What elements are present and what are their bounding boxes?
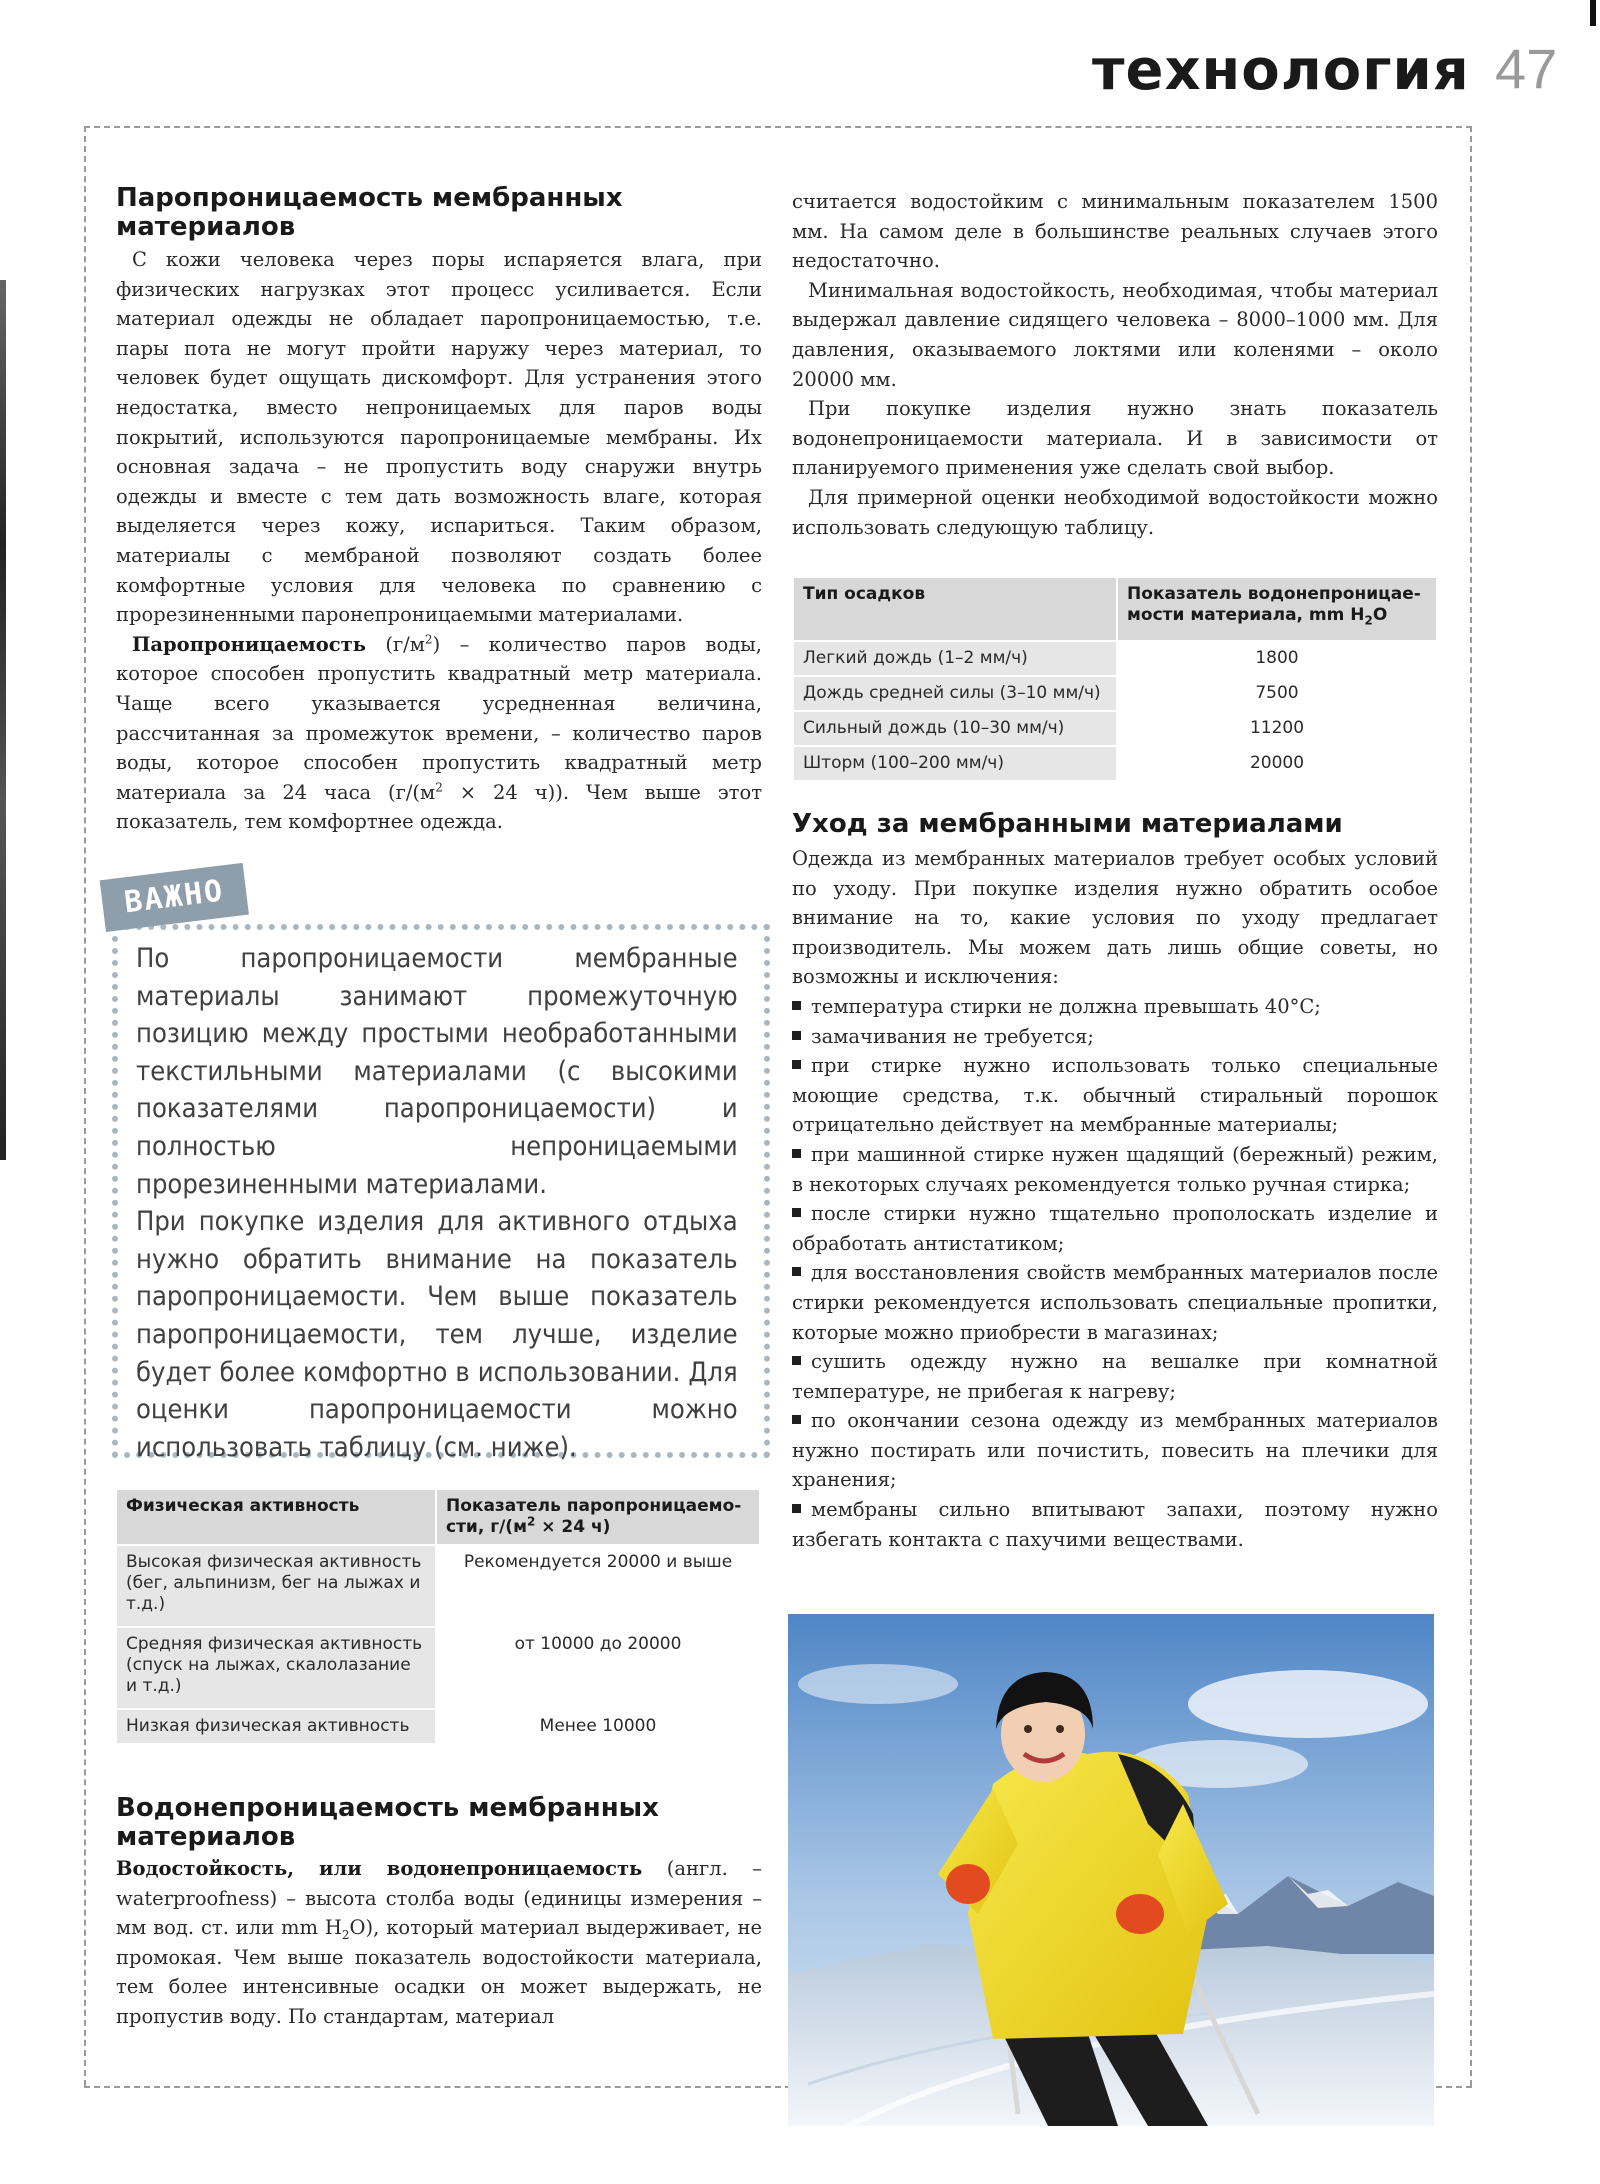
bullet-icon [792,1267,801,1276]
important-paragraph-1: По паропроницаемости мембранные материалы занимают промежуточную позицию между простыми необработанными текстильными материалами (с высокими показателями паропроницаемости) и полностью непроницаемыми прорезиненными материалами. [136,943,738,1200]
table-cell: Рекомендуется 20000 и выше [437,1546,759,1626]
water-heading: Водонепроницаемость мембранных материалов [116,1793,659,1852]
table-row [117,1628,759,1708]
care-heading: Уход за мембранными материалами [792,809,1343,839]
skier-photo [788,1614,1434,2126]
list-item: при стирке нужно использовать только специальные моющие средства, т.к. обычный стиральный порошок отрицательно действует на мембранные материалы; [792,1054,1438,1137]
glove-left [946,1864,990,1904]
table-cell: 1800 [1118,642,1436,675]
frame-border-right [1470,126,1472,2086]
important-tag: ВАЖНО [100,863,249,932]
table-row [794,747,1436,780]
list-item: температура стирки не должна превышать 40°С; [792,992,1438,1022]
care-body [792,844,1438,1554]
table-row [117,1710,759,1743]
important-paragraph-2: При покупке изделия для активного отдыха нужно обратить внимание на показатель паропроницаемости. Чем выше показатель паропроницаемости, тем лучше, изделие будет более комфортно в использовании. Для оценки паропроницаемости можно использовать таблицу (см. ниже). [136,1206,738,1463]
list-item: после стирки нужно тщательно прополоскать изделие и обработать антистатиком; [792,1202,1438,1255]
list-item: при машинной стирке нужен щадящий (бережный) режим, в некоторых случаях рекомендуется только ручная стирка; [792,1142,1438,1196]
frame-border-top [84,126,1472,128]
water-body-left [116,1854,762,2032]
table-cell: Менее 10000 [437,1710,759,1743]
water-body-right [792,187,1438,542]
binding-edge [0,280,6,1160]
table-row [794,642,1436,675]
vapor-paragraph-2: Паропроницаемость $(г/м^2)$ – количество паров воды, которое способен пропустить квадратный метр материала. Чаще всего указывается усредненная величина, рассчитанная за промежуток времени, – количество паров воды, которое способен пропустить квадратный метр материала за 24 часа ($г/(м^2 \times 24$ ч)). Чем выше этот показатель, тем комфортнее одежда. [116,632,763,834]
bullet-icon [792,1504,801,1513]
bullet-icon [792,1356,801,1365]
table-cell: Низкая физическая активность [117,1710,435,1743]
table-cell: Сильный дождь (10–30 мм/ч) [794,712,1116,745]
table-header-row [117,1490,759,1544]
bullet-icon [792,1001,801,1010]
table-cell: от 10000 до 20000 [437,1628,759,1708]
glove-right [1116,1894,1164,1934]
bullet-icon [792,1149,801,1158]
crop-mark [1590,0,1596,26]
table-cell: Легкий дождь (1–2 мм/ч) [794,642,1116,675]
page-number: 47 [1495,37,1558,100]
table-header-cell: Физическая активность [117,1490,435,1544]
table-cell: Высокая физическая активность (бег, альпинизм, бег на лыжах и т.д.) [117,1546,435,1626]
vapor-paragraph-1: С кожи человека через поры испаряется влага, при физических нагрузках этот процесс усиливается. Если материал одежды не обладает паропроницаемостью, т.е. пары пота не могут пройти наружу через материал, то человек будет ощущать дискомфорт. Для устранения этого недостатка, вместо непроницаемых для паров воды покрытий, используются паропроницаемые мембраны. Их основная задача – не пропустить воду снаружи внутрь одежды и вместе с тем дать возможность влаге, которая выделяется через кожу, испариться. Таким образом, материалы с мембраной позволяют создать более комфортные условия для человека по сравнению с прорезиненными паронепроницаемыми материалами. [116,248,762,627]
water-paragraph-1: Водостойкость, или водонепроницаемость (англ. – waterproofness) – высота столба воды (единицы измерения – мм вод. ст. или mm $H_2O$), который материал выдерживает, не промокая. Чем выше показатель водостойкости материала, тем более интенсивные осадки он может выдержать, не пропустив воду. По стандартам, материал [116,1857,762,2028]
skier-illustration [788,1614,1434,2126]
frame-border-left [84,126,86,2086]
section-title: технология [1092,38,1470,103]
water-term: Водостойкость, или водонепроницаемость [116,1857,643,1880]
list-item: мембраны сильно впитывают запахи, поэтому нужно избегать контакта с пахучими веществами. [792,1498,1438,1551]
water-paragraph-1-cont: считается водостойким с минимальным показателем 1500 мм. На самом деле в большинстве реальных случаев этого недостаточно. [792,190,1438,273]
care-intro: Одежда из мембранных материалов требует особых условий по уходу. При покупке изделия нужно обратить особое внимание на то, какие условия по уходу предлагает производитель. Мы можем дать лишь общие советы, но возможны и исключения: [792,847,1438,989]
water-paragraph-3: При покупке изделия нужно знать показатель водонепроницаемости материала. И в зависимости от планируемого применения уже сделать свой выбор. [792,397,1438,480]
list-item: замачивания не требуется; [792,1022,1438,1052]
vapor-term: Паропроницаемость [132,632,366,656]
table-header-row [794,578,1436,640]
care-list [792,992,1438,1554]
table-header-cell: Показатель паропроницаемо-сти, $г/(м^2 \times 24$ ч) [437,1490,759,1544]
vapor-heading: Паропроницаемость мембранных материалов [116,183,623,242]
bullet-icon [792,1415,801,1424]
table-cell: Средняя физическая активность (спуск на лыжах, скалолазание и т.д.) [117,1628,435,1708]
list-item: сушить одежду нужно на вешалке при комнатной температуре, не прибегая к нагреву; [792,1350,1438,1403]
table-row [117,1546,759,1626]
bullet-icon [792,1031,801,1040]
activity-table [115,1488,761,1745]
table-row [794,677,1436,710]
bullet-icon [792,1060,801,1069]
water-paragraph-4: Для примерной оценки необходимой водостойкости можно использовать следующую таблицу. [792,485,1438,539]
table-cell: 7500 [1118,677,1436,710]
table-cell: Шторм (100–200 мм/ч) [794,747,1116,780]
table-header-cell: Тип осадков [794,578,1116,640]
table-cell: 20000 [1118,747,1436,780]
table-cell: 11200 [1118,712,1436,745]
bullet-icon [792,1208,801,1217]
table-cell: Дождь средней силы (3–10 мм/ч) [794,677,1116,710]
list-item: по окончании сезона одежду из мембранных материалов нужно постирать или почистить, повесить на плечики для хранения; [792,1409,1438,1492]
table-header-cell: Показатель водонепроницае-мости материала, mm $H_2O$ [1118,578,1436,640]
vapor-body [116,245,762,837]
important-text [136,940,738,1466]
rain-table [792,576,1438,782]
table-row [794,712,1436,745]
water-paragraph-2: Минимальная водостойкость, необходимая, чтобы материал выдержал давление сидящего человека – 8000–1000 мм. Для давления, оказываемого локтями или коленями – около 20000 мм. [792,278,1438,391]
list-item: для восстановления свойств мембранных материалов после стирки рекомендуется использовать специальные пропитки, которые можно приобрести в магазинах; [792,1261,1438,1344]
